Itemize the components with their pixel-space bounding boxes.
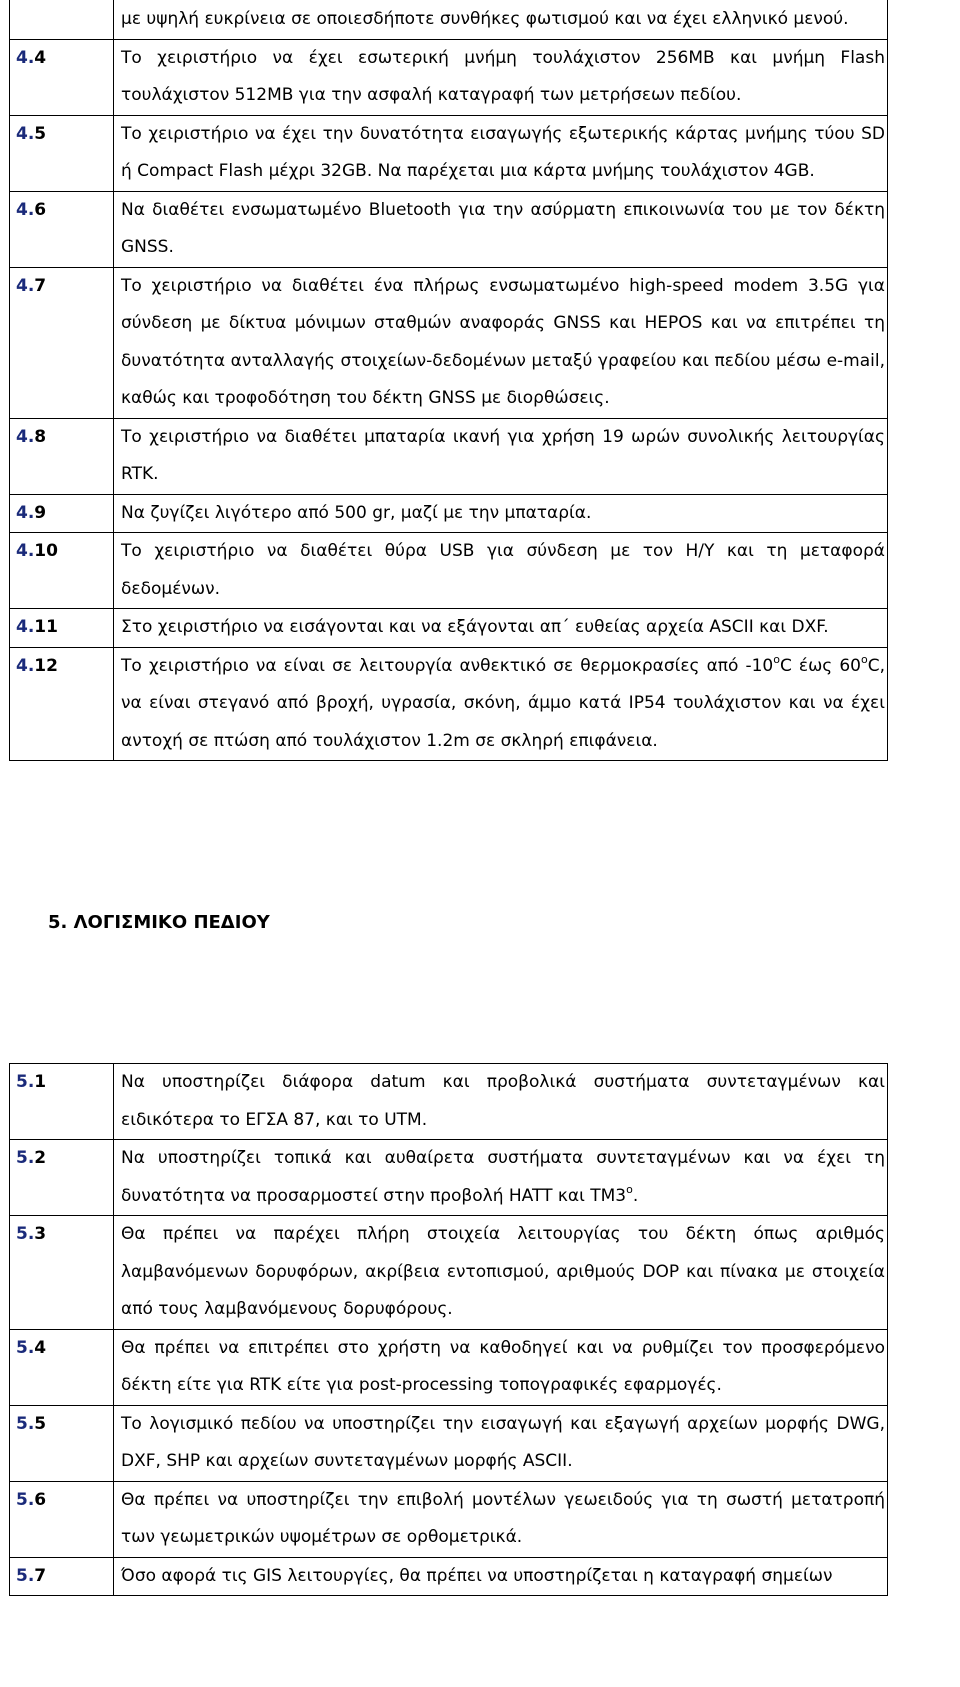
item-number: 5.1	[10, 1064, 114, 1140]
table-row	[10, 191, 888, 267]
table-row	[10, 1140, 888, 1216]
item-text: Θα πρέπει να επιτρέπει στο χρήστη να καθοδηγεί και να ρυθμίζει τον προσφερόμενο δέκτη είτε για RTK είτε για post-processing τοπογραφικές εφαρμογές.	[114, 1329, 888, 1405]
item-text: Το χειριστήριο να είναι σε λειτουργία ανθεκτικό σε θερμοκρασίες από $-10^oC$ έως $60^oC$, να είναι στεγανό από βροχή, υγρασία, σκόνη, άμμο κατά IP54 τουλάχιστον και να έχει αντοχή σε πτώση από τουλάχιστον 1.2m σε σκληρή επιφάνεια.	[114, 647, 888, 761]
table-row	[10, 1064, 888, 1140]
item-number: 4.10	[10, 533, 114, 609]
item-number: 5.7	[10, 1557, 114, 1596]
item-text: Να διαθέτει ενσωματωμένο Bluetooth για την ασύρματη επικοινωνία του με τον δέκτη GNSS.	[114, 191, 888, 267]
item-number: 4.9	[10, 494, 114, 533]
table-row	[10, 1216, 888, 1330]
item-text: Θα πρέπει να υποστηρίζει την επιβολή μοντέλων γεωειδούς για τη σωστή μετατροπή των γεωμετρικών υψομέτρων σε ορθομετρικά.	[114, 1481, 888, 1557]
table-row	[10, 647, 888, 761]
item-text: Στο χειριστήριο να εισάγονται και να εξάγονται απ΄ ευθείας αρχεία ASCII και DXF.	[114, 609, 888, 648]
table-row	[10, 267, 888, 418]
item-text: Το χειριστήριο να διαθέτει ένα πλήρως ενσωματωμένο high-speed modem 3.5G για σύνδεση με δίκτυα μόνιμων σταθμών αναφοράς GNSS και HEPOS και να επιτρέπει τη δυνατότητα ανταλλαγής στοιχείων-δεδομένων μεταξύ γραφείου και πεδίου μέσω e-mail, καθώς και τροφοδότηση του δέκτη GNSS με διορθώσεις.	[114, 267, 888, 418]
item-number: 4.5	[10, 115, 114, 191]
table-row	[10, 1329, 888, 1405]
item-number: 5.3	[10, 1216, 114, 1330]
item-text: Το λογισμικό πεδίου να υποστηρίζει την εισαγωγή και εξαγωγή αρχείων μορφής DWG, DXF, SHP και αρχείων συντεταγμένων μορφής ASCII.	[114, 1405, 888, 1481]
item-text: με υψηλή ευκρίνεια σε οποιεσδήποτε συνθήκες φωτισμού και να έχει ελληνικό μενού.	[114, 0, 888, 39]
item-number: 5.5	[10, 1405, 114, 1481]
item-number: 4.7	[10, 267, 114, 418]
item-number: 4.8	[10, 418, 114, 494]
item-text: Το χειριστήριο να διαθέτει θύρα USB για σύνδεση με τον Η/Υ και τη μεταφορά δεδομένων.	[114, 533, 888, 609]
table-row	[10, 39, 888, 115]
item-text: Να ζυγίζει λιγότερο από 500 gr, μαζί με την μπαταρία.	[114, 494, 888, 533]
table-row	[10, 1557, 888, 1596]
item-number: 4.4	[10, 39, 114, 115]
item-number: 4.6	[10, 191, 114, 267]
spec-table-section-4	[9, 0, 888, 761]
table-row	[10, 609, 888, 648]
item-number: 5.2	[10, 1140, 114, 1216]
item-text: Το χειριστήριο να διαθέτει μπαταρία ικανή για χρήση 19 ωρών συνολικής λειτουργίας RTK.	[114, 418, 888, 494]
table-row	[10, 0, 888, 39]
table-row	[10, 533, 888, 609]
item-text: Θα πρέπει να παρέχει πλήρη στοιχεία λειτουργίας του δέκτη όπως αριθμός λαμβανόμενων δορυφόρων, ακρίβεια εντοπισμού, αριθμούς DOP και πίνακα με στοιχεία από τους λαμβανόμενους δορυφόρους.	[114, 1216, 888, 1330]
section-heading: 5. ΛΟΓΙΣΜΙΚΟ ΠΕΔΙΟΥ	[48, 912, 270, 933]
item-number: 5.4	[10, 1329, 114, 1405]
table-row	[10, 115, 888, 191]
item-text: Να υποστηρίζει τοπικά και αυθαίρετα συστήματα συντεταγμένων και να έχει τη δυνατότητα να προσαρμοστεί στην προβολή HATT και $TM3^o$.	[114, 1140, 888, 1216]
item-text: Να υποστηρίζει διάφορα datum και προβολικά συστήματα συντεταγμένων και ειδικότερα το ΕΓΣΑ 87, και το UTM.	[114, 1064, 888, 1140]
item-number: 4.12	[10, 647, 114, 761]
item-text: Το χειριστήριο να έχει εσωτερική μνήμη τουλάχιστον 256MB και μνήμη Flash τουλάχιστον 512MB για την ασφαλή καταγραφή των μετρήσεων πεδίου.	[114, 39, 888, 115]
table-row	[10, 1405, 888, 1481]
table-row	[10, 1481, 888, 1557]
table-row	[10, 494, 888, 533]
item-text: Το χειριστήριο να έχει την δυνατότητα εισαγωγής εξωτερικής κάρτας μνήμης τύου SD ή Compact Flash μέχρι 32GB. Να παρέχεται μια κάρτα μνήμης τουλάχιστον 4GB.	[114, 115, 888, 191]
item-text: Όσο αφορά τις GIS λειτουργίες, θα πρέπει να υποστηρίζεται η καταγραφή σημείων	[114, 1557, 888, 1596]
spec-table-section-5	[9, 1063, 888, 1596]
item-number: 4.11	[10, 609, 114, 648]
table-row	[10, 418, 888, 494]
item-number	[10, 0, 114, 39]
item-number: 5.6	[10, 1481, 114, 1557]
